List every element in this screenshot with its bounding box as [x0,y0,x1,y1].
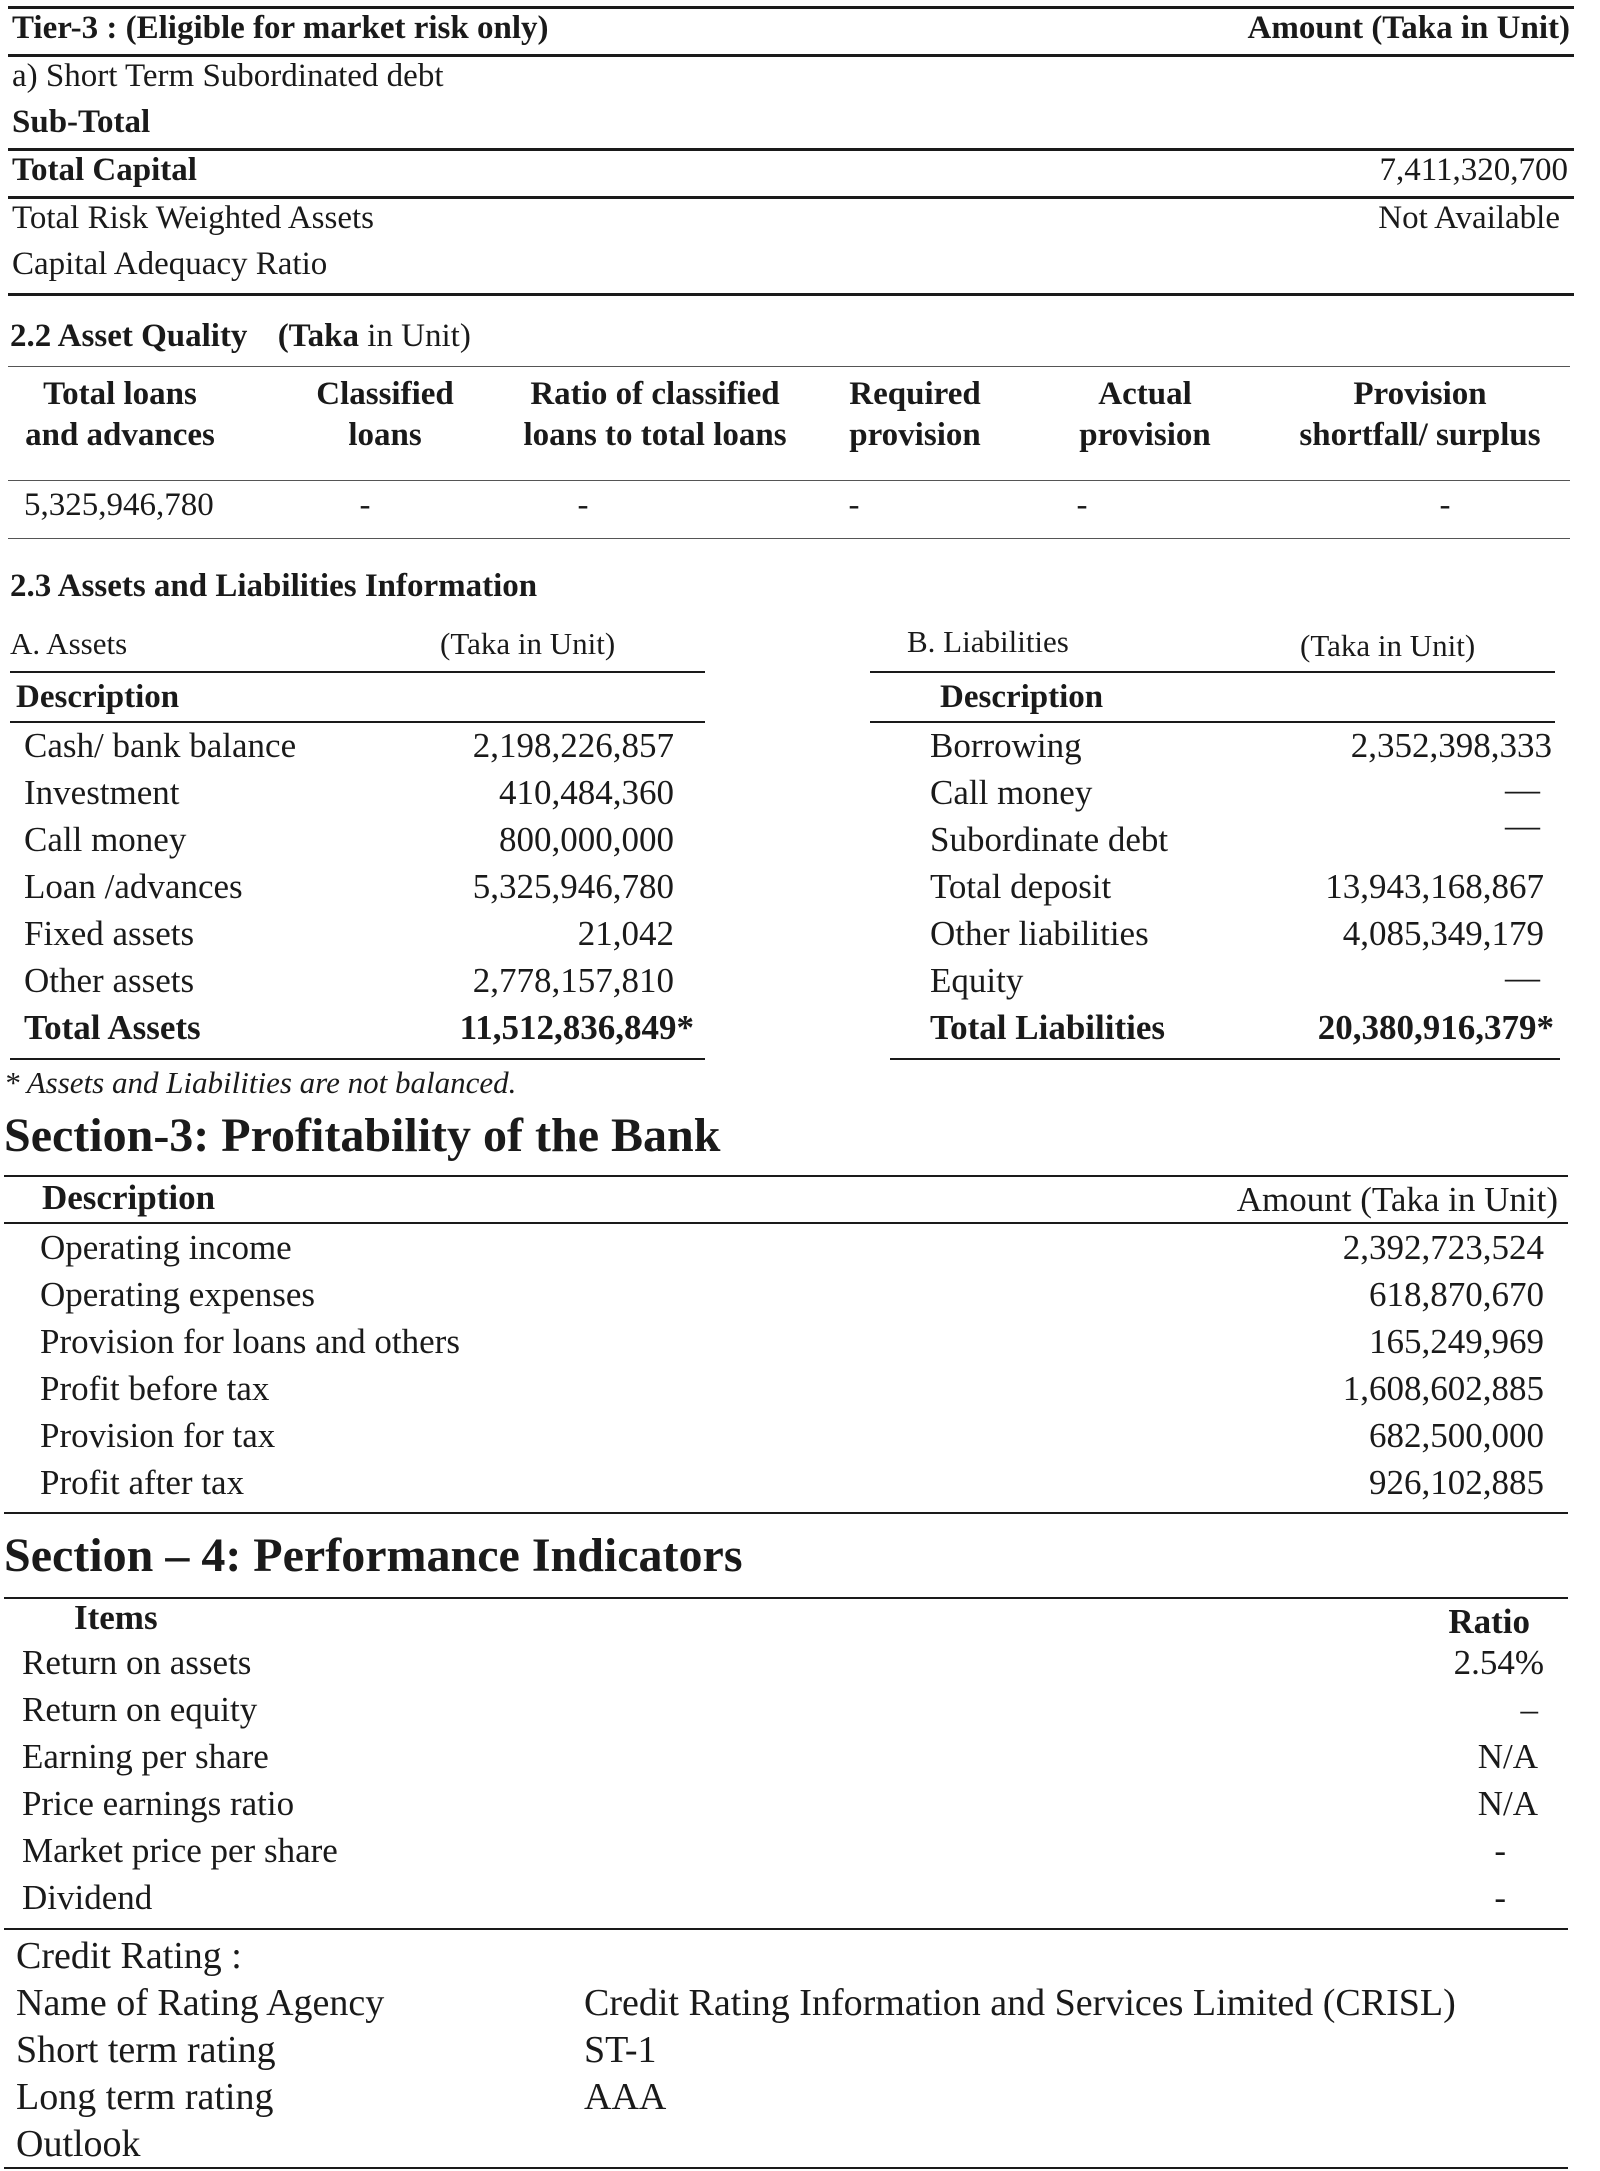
long-term-rating-value: AAA [584,2076,667,2118]
liab-title-rule [870,671,1555,673]
list-item: Outlook [16,2123,141,2165]
aq-actual-value: - [1076,487,1088,523]
asset-quality-top-rule [8,366,1570,367]
table-row: Market price per share [22,1831,338,1870]
table-row: Profit before tax [40,1369,270,1408]
short-term-rating-value: ST-1 [584,2029,657,2071]
section4-heading: Section – 4: Performance Indicators [4,1529,743,1582]
rwa-label: Total Risk Weighted Assets [12,200,375,236]
aq-col-shortfall: Provision shortfall/ surplus [1299,376,1541,453]
aq-col-ratio: Ratio of classified loans to total loans [523,376,787,453]
table-row-value: - [1494,1878,1506,1917]
total-capital-value: 7,411,320,700 [1379,152,1568,188]
total-assets-value: 11,512,836,849* [459,1008,694,1047]
rating-agency-value: Credit Rating Information and Services Limited (CRISL) [584,1982,1456,2024]
table-row: Profit after tax [40,1463,245,1502]
list-item-value: 21,042 [577,914,674,953]
section3-amount-header: Amount (Taka in Unit) [1236,1180,1558,1219]
table-row-value: 1,608,602,885 [1342,1369,1544,1408]
assets-unit: (Taka in Unit) [440,626,616,661]
list-item-value: — [1505,770,1540,809]
aq-col-actual: Actual provision [1079,376,1211,453]
list-item-value: 2,198,226,857 [472,726,674,765]
table-row: Return on equity [22,1690,258,1729]
assets-title-rule [10,671,705,673]
table-row-value: N/A [1477,1737,1538,1776]
list-item: Cash/ bank balance [24,726,297,765]
list-item: Name of Rating Agency [16,1982,385,2024]
assets-title: A. Assets [10,626,128,661]
list-item: Equity [930,961,1024,1000]
asset-quality-unit-bold: (Taka [277,318,360,354]
list-item: Borrowing [930,726,1082,765]
table-row: Price earnings ratio [22,1784,295,1823]
total-capital-rule [8,196,1574,199]
tier3-amount-header: Amount (Taka in Unit) [1247,10,1570,46]
section3-bottom-rule [4,1512,1568,1514]
table-row: Provision for tax [40,1416,276,1455]
table-row-value: 618,870,670 [1369,1275,1544,1314]
table-row-value: 2.54% [1453,1643,1544,1682]
total-capital-label: Total Capital [12,152,197,188]
table-row-value: – [1520,1690,1538,1729]
table-row: Operating income [40,1228,292,1267]
aq-required-value: - [848,487,860,523]
list-item: Other liabilities [930,914,1149,953]
list-item-value: 2,352,398,333 [1350,726,1552,765]
aq-ratio-value: - [577,487,589,523]
table-row: Dividend [22,1878,153,1917]
assets-desc-header: Description [16,679,180,715]
list-item-value: 5,325,946,780 [472,867,674,906]
table-row-value: 165,249,969 [1369,1322,1544,1361]
liab-title: B. Liabilities [907,624,1069,659]
list-item-value: 4,085,349,179 [1342,914,1544,953]
rwa-value: Not Available [1378,200,1560,236]
liab-header-rule [870,721,1555,723]
section4-items-header: Items [74,1598,158,1637]
sub-total-label: Sub-Total [12,104,151,140]
table-row: Operating expenses [40,1275,316,1314]
al-heading: 2.3 Assets and Liabilities Information [10,568,538,604]
tier3-bottom-rule [8,293,1574,296]
assets-bottom-rule [10,1058,705,1060]
asset-quality-unit-rest: in Unit) [359,318,471,354]
table-row: Provision for loans and others [40,1322,460,1361]
list-item: Total deposit [930,867,1112,906]
total-liab-value: 20,380,916,379* [1317,1008,1554,1047]
car-label: Capital Adequacy Ratio [12,246,328,282]
list-item: Subordinate debt [930,820,1169,859]
tier3-header-rule [8,54,1574,57]
section4-top-rule [4,1597,1568,1599]
list-item-value: 13,943,168,867 [1325,867,1544,906]
credit-rating-bottom-rule [4,2167,1568,2169]
liab-desc-header: Description [940,679,1104,715]
top-rule [8,6,1574,9]
aq-col-total-loans: Total loans and advances [25,376,215,453]
total-liab-label: Total Liabilities [930,1008,1166,1047]
list-item-value: — [1505,806,1540,845]
section3-header-rule [4,1222,1568,1224]
list-item: Other assets [24,961,195,1000]
aq-classified-value: - [359,487,371,523]
credit-rating-title: Credit Rating : [16,1935,242,1977]
section4-bottom-rule [4,1928,1568,1930]
short-term-debt-label: a) Short Term Subordinated debt [12,58,444,94]
list-item: Fixed assets [24,914,195,953]
list-item: Loan /advances [24,867,243,906]
assets-header-rule [10,721,705,723]
section4-ratio-header: Ratio [1448,1602,1530,1641]
list-item: Call money [930,773,1093,812]
list-item: Long term rating [16,2076,274,2118]
table-row: Return on assets [22,1643,252,1682]
asset-quality-title: 2.2 Asset Quality [10,318,248,354]
aq-bottom-rule [8,538,1570,539]
table-row-value: 926,102,885 [1369,1463,1544,1502]
table-row-value: - [1494,1831,1506,1870]
aq-col-required: Required provision [849,376,981,453]
table-row-value: 682,500,000 [1369,1416,1544,1455]
list-item-value: 2,778,157,810 [472,961,674,1000]
list-item-value: — [1505,958,1540,997]
al-footnote: * Assets and Liabilities are not balanced. [4,1065,517,1100]
table-row-value: N/A [1477,1784,1538,1823]
table-row-value: 2,392,723,524 [1342,1228,1544,1267]
total-assets-label: Total Assets [24,1008,201,1047]
asset-quality-heading [10,318,471,355]
liab-unit: (Taka in Unit) [1300,628,1476,663]
section3-heading: Section-3: Profitability of the Bank [4,1109,721,1162]
section3-top-rule [4,1175,1568,1177]
list-item-value: 800,000,000 [499,820,674,859]
list-item: Call money [24,820,187,859]
aq-shortfall-value: - [1439,487,1451,523]
subtotal-rule [8,148,1574,151]
section3-desc-header: Description [42,1178,216,1217]
aq-total-loans-value: 5,325,946,780 [24,487,214,523]
liab-bottom-rule [890,1058,1560,1060]
tier3-heading: Tier-3 : (Eligible for market risk only) [12,10,549,46]
list-item: Investment [24,773,180,812]
aq-col-classified: Classified loans [316,376,454,453]
list-item-value: 410,484,360 [499,773,674,812]
list-item: Short term rating [16,2029,276,2071]
table-row: Earning per share [22,1737,269,1776]
aq-header-rule [8,480,1570,481]
